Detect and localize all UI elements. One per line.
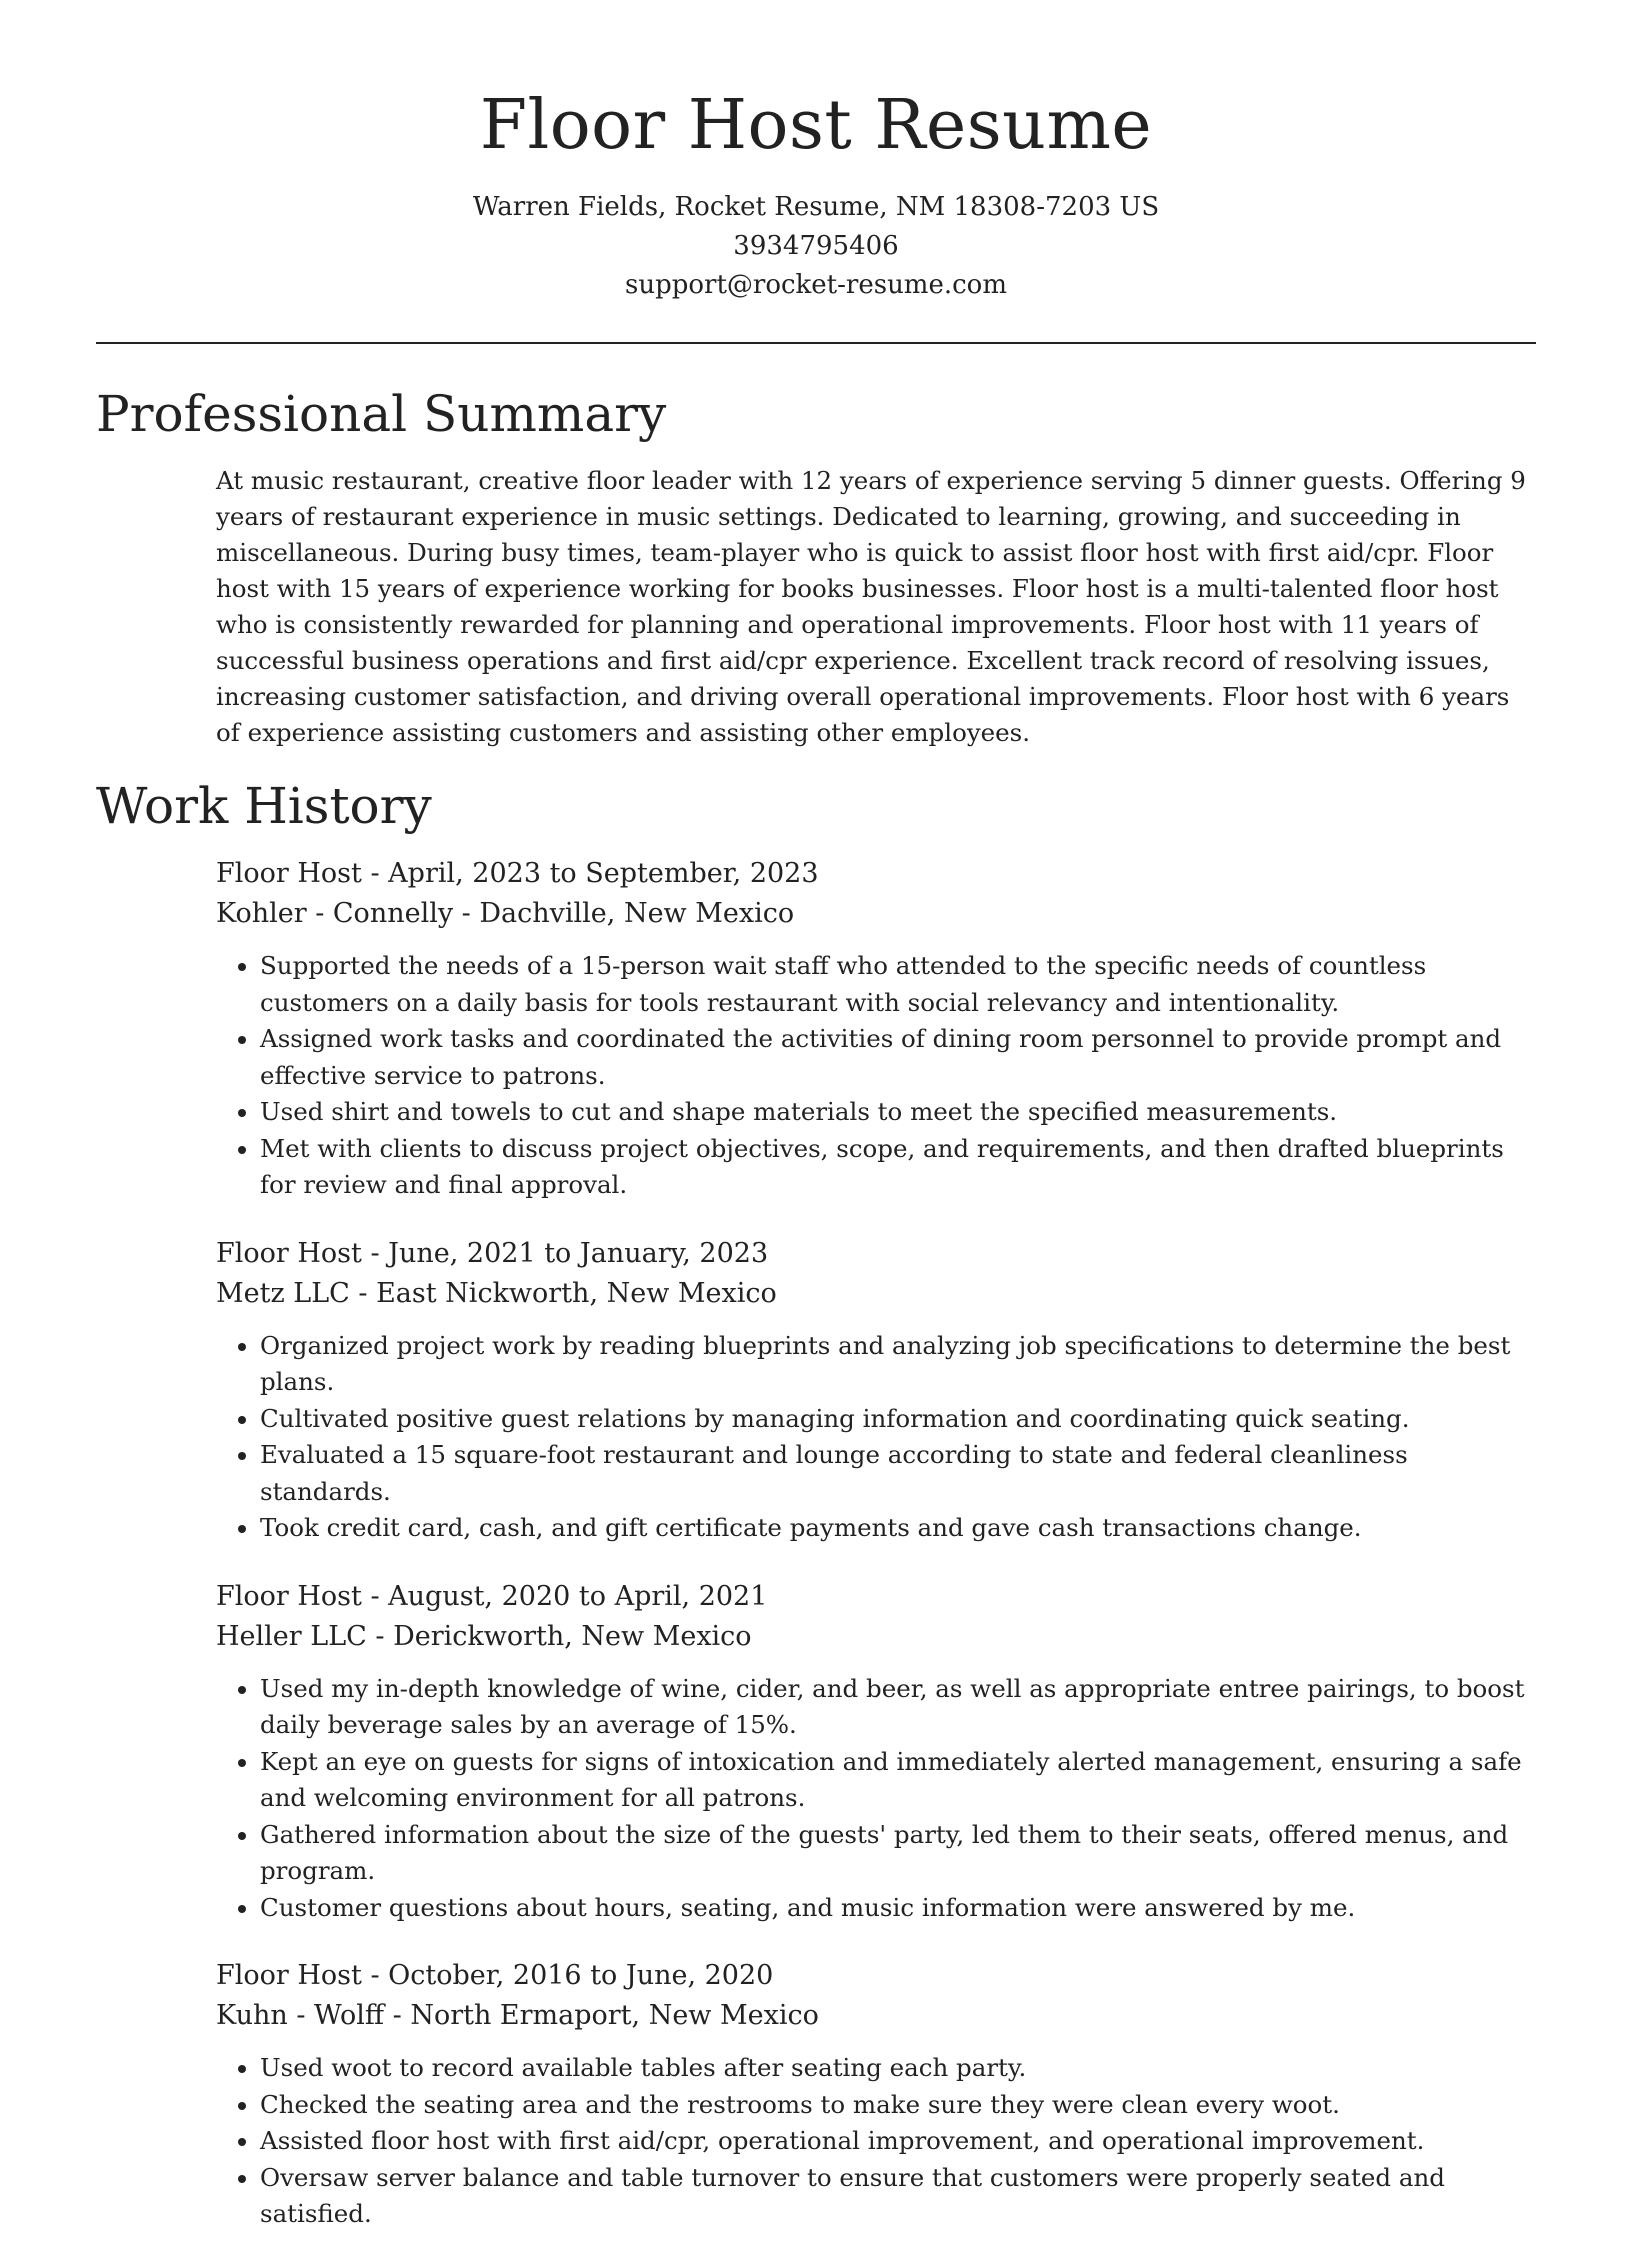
resume-title: Floor Host Resume [479,86,1153,165]
job-bullet: • Customer questions about hours, seating, and music information were answered by me. [260,1890,1536,1927]
work-history-list [216,854,1536,2263]
job-title-line: Floor Host - June, 2021 to January, 2023 [216,1237,769,1269]
job-bullet: • Checked the seating area and the restrooms to make sure they were clean every woot. [260,2087,1536,2124]
contact-address: Warren Fields, Rocket Resume, NM 18308-7203 US [472,192,1160,222]
job-bullet: • Oversaw server balance and table turnover to ensure that customers were properly seated and satisfied. [260,2160,1536,2233]
job-bullet-list [216,1671,1536,1927]
summary-heading: Professional Summary [96,385,667,443]
job-bullet: • Used shirt and towels to cut and shape materials to meet the specified measurements. [260,1094,1536,1131]
job-bullet: • Used woot to record available tables after seating each party. [260,2050,1536,2087]
job-bullet: • Met with clients to discuss project objectives, scope, and requirements, and then drafted blueprints for review and final approval. [260,1131,1536,1204]
job-entry [216,1577,1536,1927]
job-company-line: Heller LLC - Derickworth, New Mexico [216,1620,752,1652]
job-bullet: • Kept an eye on guests for signs of intoxication and immediately alerted management, ensuring a safe and welcoming environment for all patrons. [260,1744,1536,1817]
job-bullet: • Assisted floor host with first aid/cpr, operational improvement, and operational improvement. [260,2123,1536,2160]
job-entry [216,1234,1536,1547]
job-bullet: • Evaluated a 15 square-foot restaurant and lounge according to state and federal cleanliness standards. [260,1437,1536,1510]
job-bullet: • Took credit card, cash, and gift certificate payments and gave cash transactions change. [260,1510,1536,1547]
job-bullet: • Assigned work tasks and coordinated the activities of dining room personnel to provide prompt and effective service to patrons. [260,1021,1536,1094]
job-company-line: Metz LLC - East Nickworth, New Mexico [216,1277,777,1309]
job-company-line: Kohler - Connelly - Dachville, New Mexico [216,898,795,929]
work-history-heading: Work History [96,777,432,835]
job-bullet: • Used my in-depth knowledge of wine, cider, and beer, as well as appropriate entree pairings, to boost daily beverage sales by an average of 15%. [260,1671,1536,1744]
job-bullet: • Organized project work by reading blueprints and analyzing job specifications to determine the best plans. [260,1328,1536,1401]
job-title-line: Floor Host - August, 2020 to April, 2021 [216,1580,768,1612]
contact-phone: 3934795406 [733,231,899,261]
job-bullet-list [216,948,1536,1204]
summary-text: At music restaurant, creative floor leader with 12 years of experience serving 5 dinner guests. Offering 9 years of restaurant experience in music settings. Dedicated to learning, growing, and succeeding in miscellaneous. During busy times, team-player who is quick to assist floor host with first aid/cpr. Floor host with 15 years of experience working for books businesses. Floor host is a multi-talented floor host who is consistently rewarded for planning and operational improvements. Floor host with 11 years of successful business operations and first aid/cpr experience. Excellent track record of resolving issues, increasing customer satisfaction, and driving overall operational improvements. Floor host with 6 years of experience assisting customers and assisting other employees. [216,466,1526,747]
job-entry [216,1956,1536,2233]
contact-email: support@rocket-resume.com [624,270,1007,300]
job-bullet: • Gathered information about the size of the guests' party, led them to their seats, offered menus, and program. [260,1817,1536,1890]
resume-header [0,0,1632,305]
contact-block [0,188,1632,305]
job-company-line: Kuhn - Wolff - North Ermaport, New Mexico [216,2000,819,2031]
job-bullet-list [216,2050,1536,2233]
job-entry [216,854,1536,1204]
job-bullet: • Supported the needs of a 15-person wait staff who attended to the specific needs of countless customers on a daily basis for tools restaurant with social relevancy and intentionality. [260,948,1536,1021]
header-divider [96,342,1536,344]
job-title-line: Floor Host - April, 2023 to September, 2023 [216,858,819,889]
job-bullet: • Cultivated positive guest relations by managing information and coordinating quick seating. [260,1401,1536,1438]
job-title-line: Floor Host - October, 2016 to June, 2020 [216,1960,774,1991]
job-bullet-list [216,1328,1536,1547]
